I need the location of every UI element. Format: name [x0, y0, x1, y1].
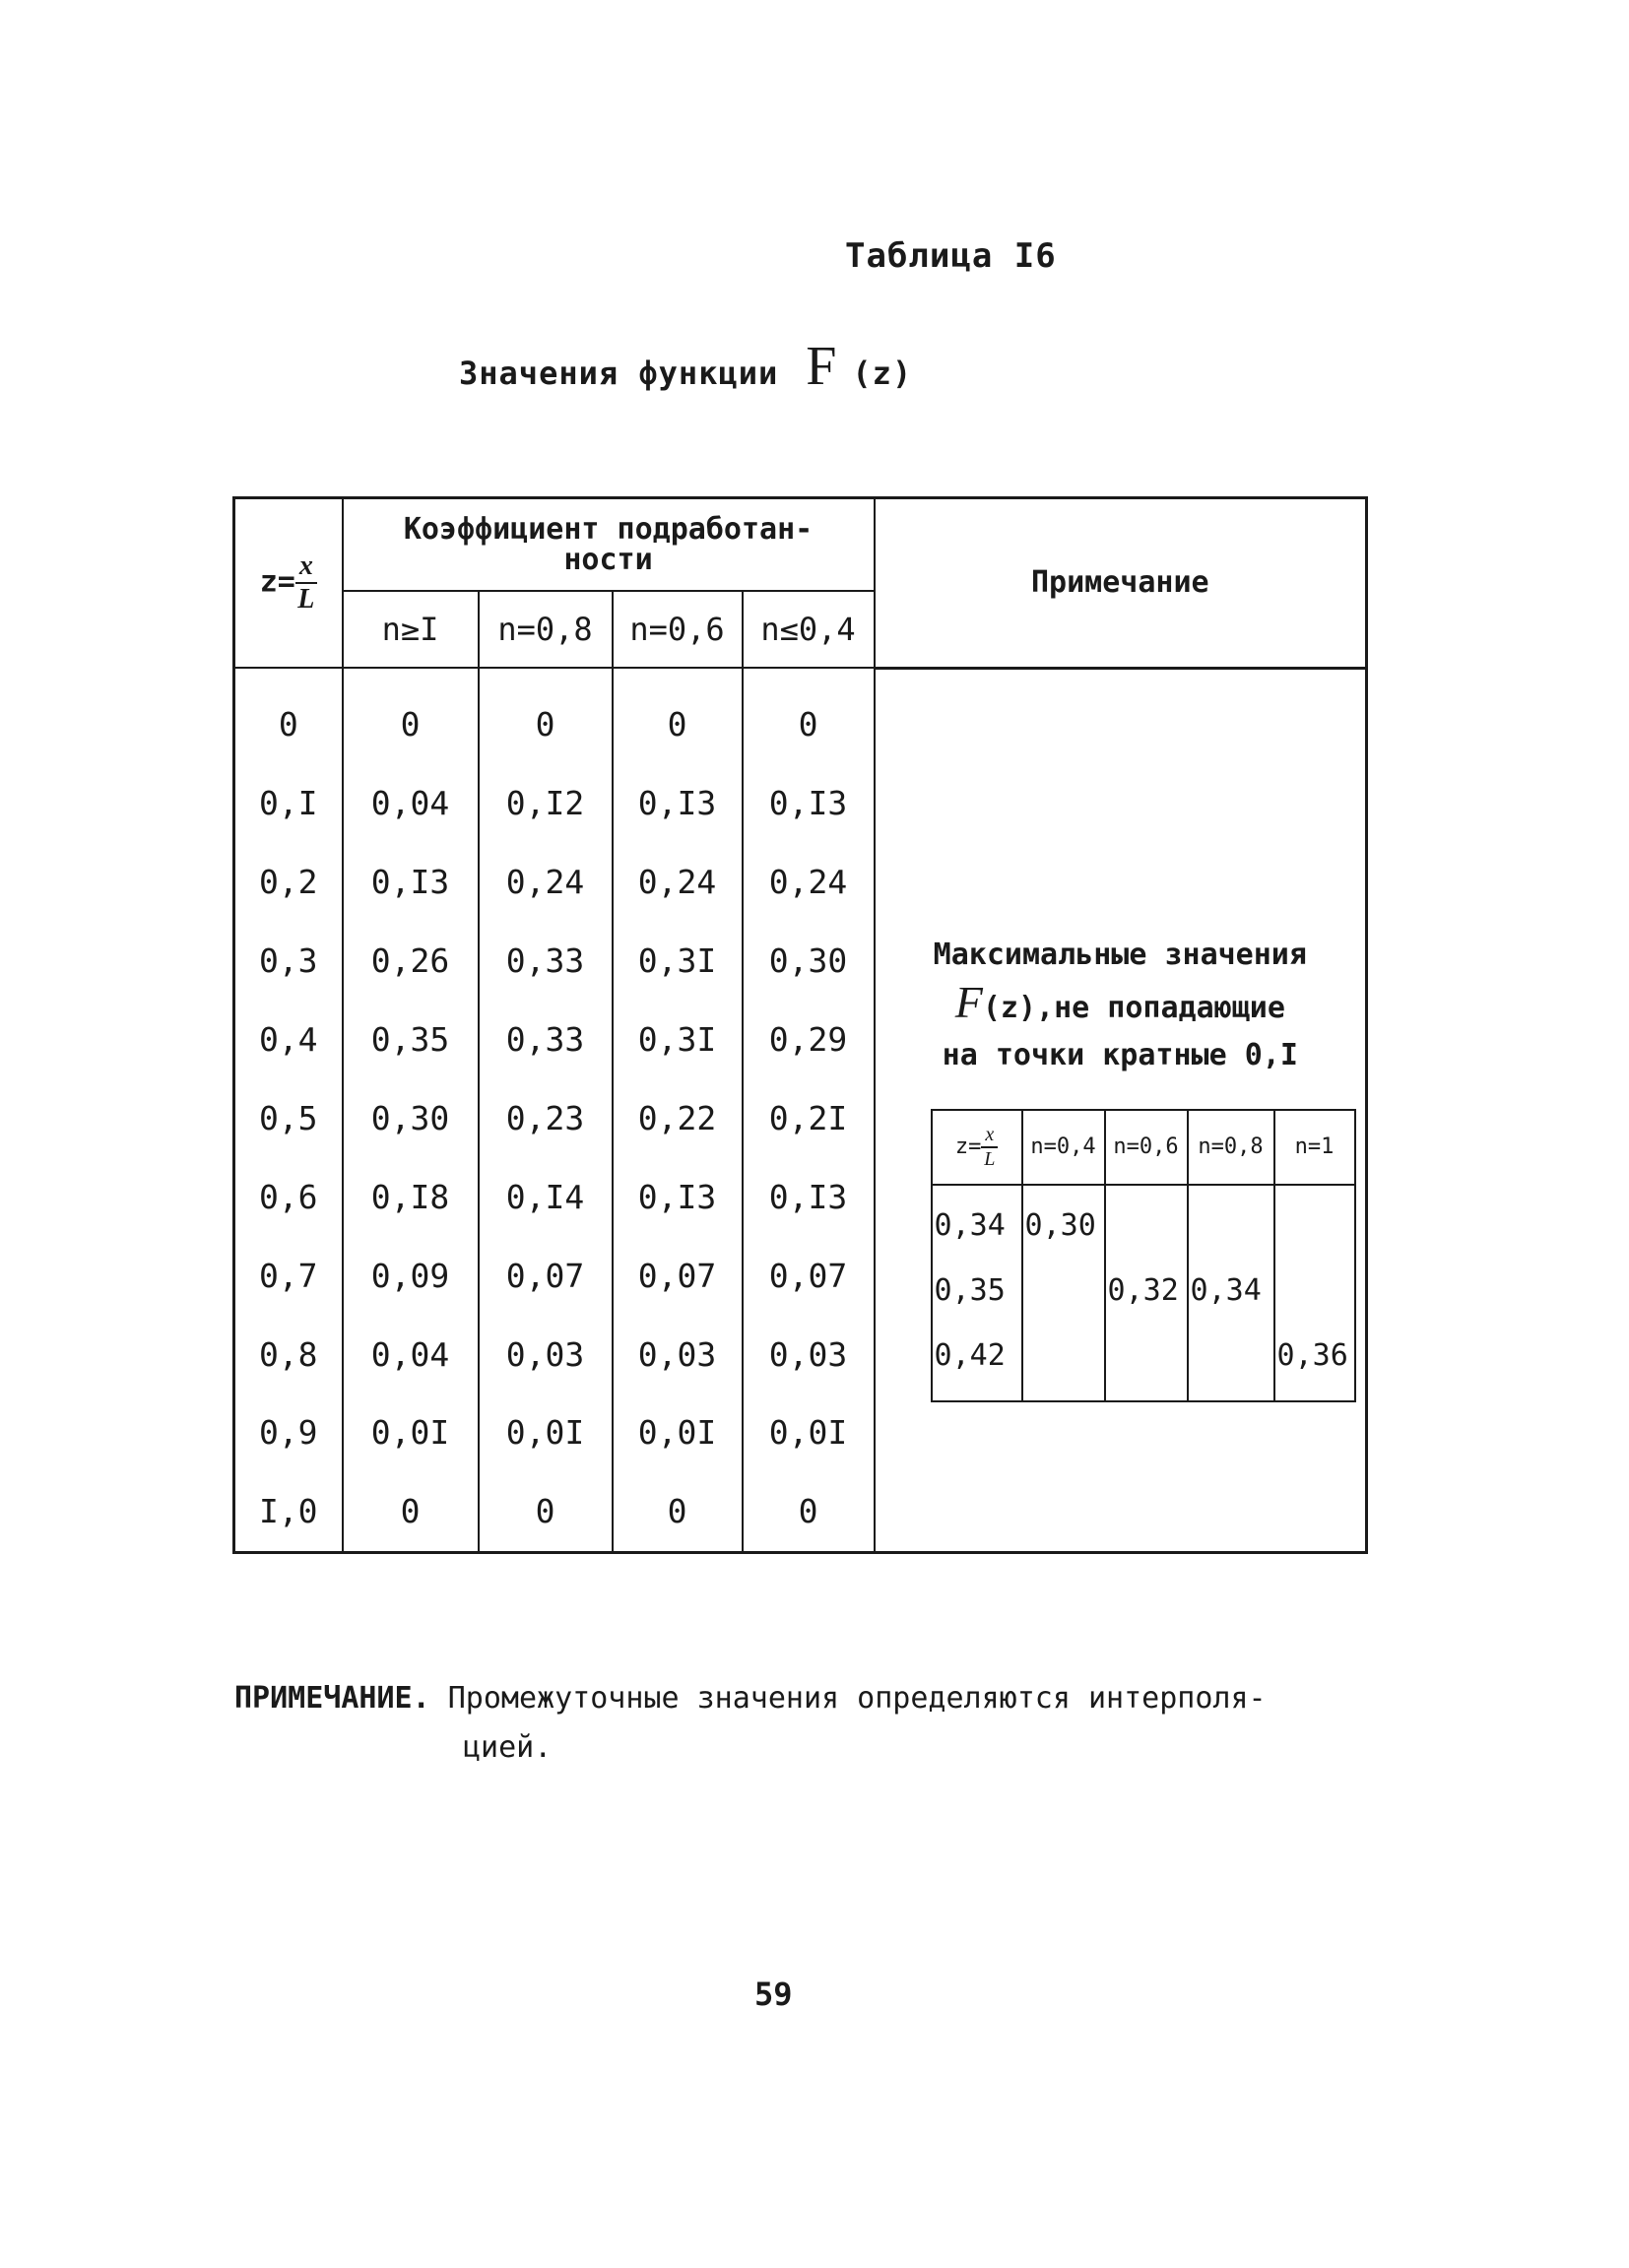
- inner-cell: 0,32: [1107, 1272, 1179, 1308]
- function-symbol: [806, 335, 912, 398]
- table-cell: 0: [343, 668, 479, 764]
- table-cell: 0,24: [479, 843, 613, 922]
- table-title: [459, 335, 912, 398]
- inner-n-header: n=0,4: [1022, 1110, 1105, 1185]
- note-line-2: [876, 976, 1366, 1032]
- table-cell: 0,0I: [743, 1393, 875, 1472]
- table-cell: 0: [479, 1472, 613, 1553]
- note-column-header: Примечание: [875, 498, 1367, 669]
- table-cell: 0,0I: [479, 1393, 613, 1472]
- inner-n-header: n=0,6: [1105, 1110, 1188, 1185]
- table-cell: 0: [613, 1472, 743, 1553]
- table-row: [234, 668, 1367, 764]
- z-label: z=: [259, 564, 295, 600]
- table-cell: 0: [479, 668, 613, 764]
- table-cell: 0,6: [234, 1157, 343, 1236]
- values-table: [232, 496, 1368, 1554]
- inner-z-label: z=: [954, 1134, 982, 1159]
- table-cell: 0,3I: [613, 922, 743, 1001]
- inner-n-header: n=1: [1274, 1110, 1355, 1185]
- table-cell: 0,I3: [613, 1157, 743, 1236]
- table-cell: 0,35: [343, 1001, 479, 1079]
- table-cell: 0,33: [479, 1001, 613, 1079]
- table-cell: 0,0I: [613, 1393, 743, 1472]
- table-cell: 0,30: [343, 1078, 479, 1157]
- note-cell: [875, 668, 1367, 1553]
- inner-cell: 0,34: [1190, 1272, 1262, 1308]
- inner-cell: 0,35: [934, 1272, 1006, 1308]
- note-line-2-text: (z),не попадающие: [982, 990, 1285, 1025]
- table-cell: 0,I: [234, 764, 343, 843]
- table-cell: 0,I2: [479, 764, 613, 843]
- table-cell: 0,03: [743, 1315, 875, 1393]
- table-cell: 0,24: [613, 843, 743, 922]
- function-name: F: [806, 336, 838, 397]
- function-argument: (z): [852, 355, 913, 392]
- inner-n-header: n=0,8: [1188, 1110, 1274, 1185]
- table-cell: 0,I4: [479, 1157, 613, 1236]
- table-cell: 0,23: [479, 1078, 613, 1157]
- inner-n1-values: [1274, 1185, 1355, 1401]
- inner-z-values: [932, 1185, 1022, 1401]
- max-values-table: [931, 1109, 1356, 1402]
- table-cell: I,0: [234, 1472, 343, 1553]
- note-text: [876, 932, 1366, 1079]
- z-column-header: [234, 498, 343, 669]
- table-cell: 0,04: [343, 1315, 479, 1393]
- note-function-symbol: F: [954, 976, 983, 1027]
- title-text: Значения функции: [459, 355, 779, 392]
- page-number: 59: [754, 1976, 793, 2013]
- table-cell: 0,26: [343, 922, 479, 1001]
- inner-cell: 0,36: [1276, 1337, 1348, 1373]
- table-cell: 0,8: [234, 1315, 343, 1393]
- z-fraction-numerator: x: [295, 551, 317, 584]
- table-cell: 0,24: [743, 843, 875, 922]
- table-cell: 0: [743, 668, 875, 764]
- table-cell: 0,I3: [343, 843, 479, 922]
- table-cell: 0,29: [743, 1001, 875, 1079]
- coefficient-header-text: Коэффициент подработан- ности: [403, 511, 814, 577]
- table-cell: 0,3: [234, 922, 343, 1001]
- table-number: Таблица I6: [845, 236, 1057, 276]
- z-fraction: [295, 551, 317, 616]
- inner-cell: 0,30: [1024, 1207, 1096, 1243]
- table-cell: 0,07: [743, 1236, 875, 1315]
- table-cell: 0: [343, 1472, 479, 1553]
- inner-n04-values: [1022, 1185, 1105, 1401]
- table-cell: 0,0I: [343, 1393, 479, 1472]
- table-cell: 0,03: [613, 1315, 743, 1393]
- footnote-lead: ПРИМЕЧАНИЕ.: [234, 1681, 430, 1716]
- table-cell: 0,2: [234, 843, 343, 922]
- table-cell: 0,33: [479, 922, 613, 1001]
- inner-z-header: [932, 1110, 1022, 1185]
- table-cell: 0,5: [234, 1078, 343, 1157]
- table-cell: 0,I3: [613, 764, 743, 843]
- inner-cell: 0,34: [934, 1207, 1006, 1243]
- coefficient-header: [343, 498, 875, 592]
- table-cell: 0: [743, 1472, 875, 1553]
- table-cell: 0,I8: [343, 1157, 479, 1236]
- inner-z-fraction: [981, 1124, 998, 1171]
- inner-n08-values: [1188, 1185, 1274, 1401]
- table-cell: 0,3I: [613, 1001, 743, 1079]
- table-cell: 0,09: [343, 1236, 479, 1315]
- footnote-text-1: Промежуточные значения определяются интерполя-: [447, 1681, 1267, 1716]
- z-fraction-denominator: L: [297, 584, 315, 615]
- inner-fraction-denominator: L: [984, 1147, 996, 1170]
- table-cell: 0,03: [479, 1315, 613, 1393]
- n-header: n≤0,4: [743, 591, 875, 668]
- footnote-text-2: цией.: [463, 1730, 553, 1765]
- table-cell: 0,2I: [743, 1078, 875, 1157]
- table-cell: 0: [234, 668, 343, 764]
- table-cell: 0: [613, 668, 743, 764]
- footnote: [234, 1674, 1328, 1773]
- note-line-1: Максимальные значения: [933, 937, 1307, 972]
- table-cell: 0,9: [234, 1393, 343, 1472]
- table-cell: 0,I3: [743, 764, 875, 843]
- table-cell: 0,I3: [743, 1157, 875, 1236]
- n-header: n=0,8: [479, 591, 613, 668]
- table-cell: 0,07: [613, 1236, 743, 1315]
- table-cell: 0,07: [479, 1236, 613, 1315]
- n-header: n≥I: [343, 591, 479, 668]
- inner-fraction-numerator: x: [981, 1124, 998, 1148]
- table-cell: 0,04: [343, 764, 479, 843]
- table-cell: 0,7: [234, 1236, 343, 1315]
- table-cell: 0,22: [613, 1078, 743, 1157]
- table-cell: 0,30: [743, 922, 875, 1001]
- table-cell: 0,4: [234, 1001, 343, 1079]
- inner-n06-values: [1105, 1185, 1188, 1401]
- inner-cell: 0,42: [934, 1337, 1006, 1373]
- note-line-3: на точки кратные 0,I: [942, 1037, 1298, 1072]
- n-header: n=0,6: [613, 591, 743, 668]
